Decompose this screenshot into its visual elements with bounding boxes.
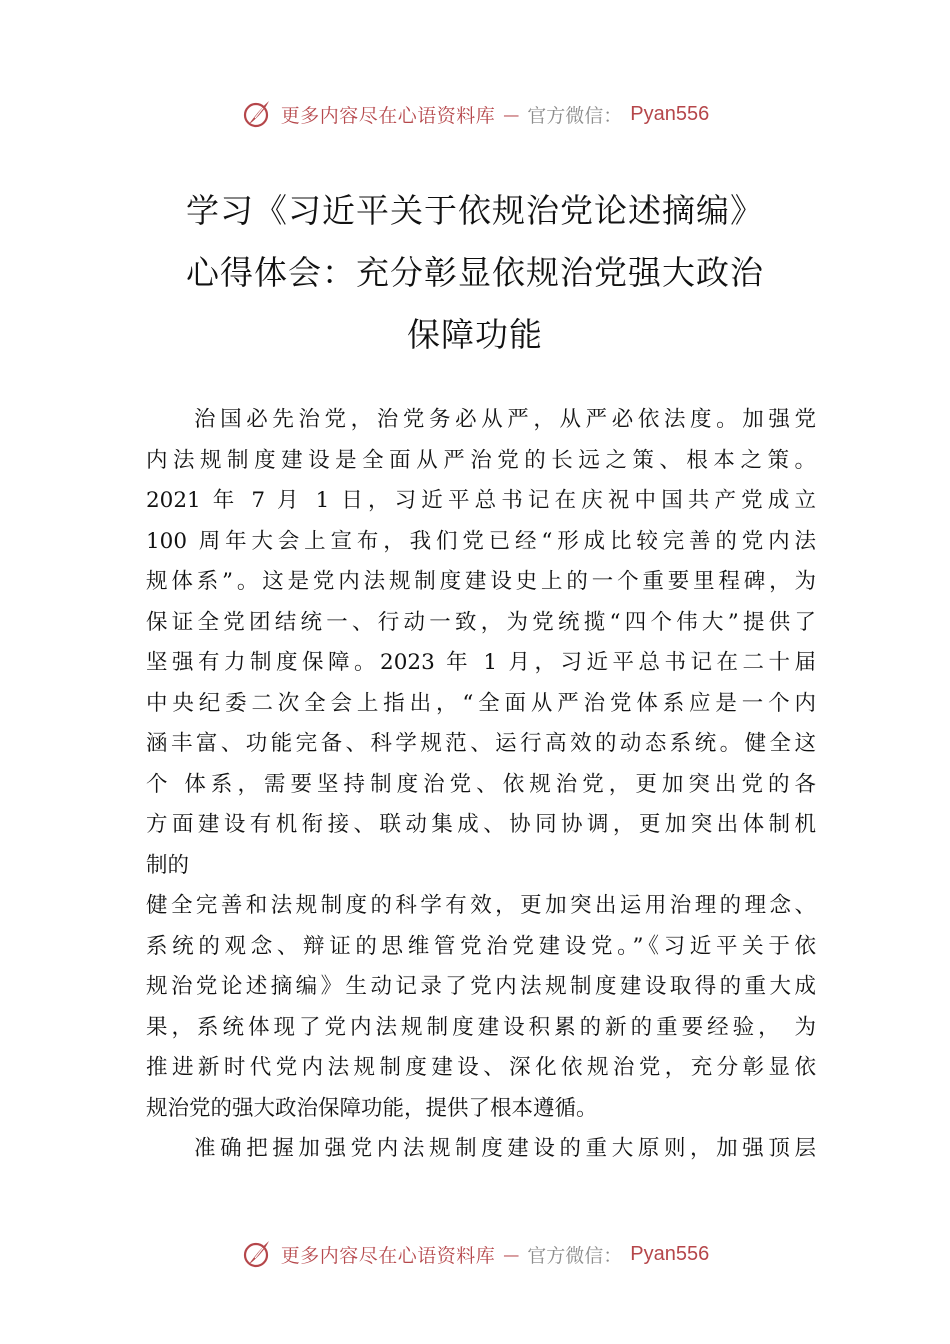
- body-line: 系统的观念、辩证的思维管党治党建设党。”《习近平关于依: [146, 933, 816, 959]
- document-body: [146, 400, 816, 1170]
- body-line: 保证全党团结统一、行动一致，为党统揽“四个伟大”提供了: [146, 609, 816, 635]
- feather-pen-logo-icon: [241, 98, 273, 130]
- body-line: 坚强有力制度保障。2023 年 1 月，习近平总书记在二十届: [146, 650, 816, 675]
- watermark-label: 官方微信：: [527, 1244, 623, 1267]
- body-line: 治国必先治党，治党务必从严，从严必依法度。加强党: [194, 407, 816, 432]
- body-line: 健全完善和法规制度的科学有效，更加突出运用治理的理念、: [146, 893, 816, 918]
- body-line: 涵丰富、功能完备、科学规范、运行高效的动态系统。健全这: [146, 731, 816, 756]
- watermark-main-text: 更多内容尽在心语资料库: [280, 104, 496, 127]
- watermark-main-text: 更多内容尽在心语资料库: [280, 1244, 496, 1267]
- watermark-header: [0, 94, 950, 134]
- watermark-label: 官方微信：: [527, 104, 623, 127]
- body-line: 规治党论述摘编》生动记录了党内法规制度建设取得的重大成: [146, 974, 816, 999]
- body-line: 制的: [146, 852, 190, 878]
- body-line: 规体系”。这是党内法规制度建设史上的一个重要里程碑，为: [146, 569, 816, 594]
- watermark-dash: —: [503, 1244, 520, 1264]
- document-title: [0, 180, 950, 366]
- title-line: 心得体会：充分彰显依规治党强大政治: [186, 253, 764, 292]
- feather-pen-logo-icon: [241, 1238, 273, 1270]
- watermark-dash: —: [503, 104, 520, 124]
- body-line: 内法规制度建设是全面从严治党的长远之策、根本之策。: [146, 447, 816, 473]
- watermark-footer: [0, 1234, 950, 1274]
- body-line: 规治党的强大政治保障功能，提供了根本遵循。: [146, 1095, 598, 1121]
- title-line: 学习《习近平关于依规治党论述摘编》: [186, 191, 764, 230]
- body-line: 推进新时代党内法规制度建设、深化依规治党，充分彰显依: [146, 1055, 816, 1080]
- watermark-wechat-id: Pyan556: [630, 1242, 710, 1265]
- body-line: 方面建设有机衔接、联动集成、协同协调，更加突出体制机: [146, 812, 816, 837]
- body-line: 个 体系，需要坚持制度治党、依规治党，更加突出党的各: [146, 771, 816, 797]
- body-line: 中央纪委二次全会上指出，“全面从严治党体系应是一个内: [146, 690, 816, 716]
- body-line: 准确把握加强党内法规制度建设的重大原则，加强顶层: [194, 1136, 816, 1161]
- body-line: 2021 年 7 月 1 日，习近平总书记在庆祝中国共产党成立: [146, 488, 816, 513]
- watermark-wechat-id: Pyan556: [630, 102, 710, 125]
- body-line: 果，系统体现了党内法规制度建设积累的新的重要经验， 为: [146, 1014, 816, 1040]
- title-line: 保障功能: [407, 315, 543, 354]
- body-line: 100 周年大会上宣布，我们党已经“形成比较完善的党内法: [146, 528, 816, 554]
